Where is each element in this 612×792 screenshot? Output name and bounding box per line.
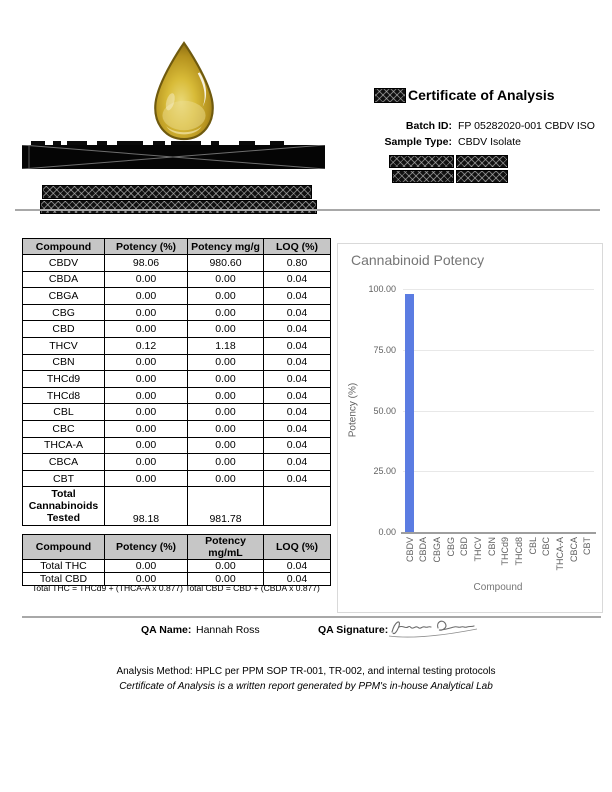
table-row (23, 321, 331, 338)
table-cell: 0.04 (264, 437, 331, 454)
totals-table-body (23, 560, 331, 586)
chart-x-axis-line (401, 532, 596, 534)
oil-drop-logo (146, 40, 222, 142)
table-cell: 0.00 (188, 404, 264, 421)
table-cell: 980.60 (188, 255, 264, 272)
table-cell: 0.00 (105, 271, 188, 288)
table-cell: 0.00 (188, 437, 264, 454)
potency-table-header (23, 239, 331, 255)
qa-signature-label: QA Signature: (318, 624, 389, 636)
table-cell (264, 487, 331, 526)
table-cell: 0.00 (188, 271, 264, 288)
chart-x-tick-label: THCd8 (513, 537, 524, 566)
table-cell: THCV (23, 337, 105, 354)
qa-signature (384, 613, 484, 643)
chart-x-axis-title: Compound (473, 582, 523, 593)
table-cell: 0.00 (105, 288, 188, 305)
column-header: Potency (%) (105, 535, 188, 560)
table-row (23, 437, 331, 454)
chart-y-tick-label: 75.00 (373, 344, 396, 355)
table-cell: CBDV (23, 255, 105, 272)
table-cell: 0.00 (105, 437, 188, 454)
table-cell: 0.00 (105, 404, 188, 421)
header-divider (15, 209, 600, 211)
table-cell: 0.00 (188, 387, 264, 404)
table-cell: 0.04 (264, 573, 331, 586)
table-cell: CBN (23, 354, 105, 371)
redacted-meta-box (389, 155, 454, 168)
totals-footnote: Total THC = THCd9 + (THCA-A x 0.877) Total CBD = CBD + (CBDA x 0.877) (32, 583, 320, 593)
table-cell: 0.00 (188, 304, 264, 321)
table-cell: 0.00 (105, 354, 188, 371)
table-header-row (23, 239, 331, 255)
chart-x-tick-label: CBG (445, 537, 456, 557)
redaction-bar-address-2 (40, 200, 317, 214)
table-cell: 98.06 (105, 255, 188, 272)
table-row (23, 560, 331, 573)
table-cell: CBT (23, 470, 105, 487)
chart-x-tick-label: CBDA (418, 537, 429, 563)
table-row (23, 337, 331, 354)
totals-table (22, 534, 331, 586)
chart-x-tick-label: CBT (582, 537, 593, 555)
chart-x-tick-label: CBCA (568, 537, 579, 563)
chart-x-tick-label: CBGA (432, 537, 443, 563)
table-header-row (23, 535, 331, 560)
chart-y-tick-label: 50.00 (373, 405, 396, 416)
qa-name-value: Hannah Ross (196, 624, 260, 636)
table-row (23, 387, 331, 404)
table-cell: 0.00 (105, 371, 188, 388)
table-cell: 0.04 (264, 337, 331, 354)
table-cell: 98.18 (105, 487, 188, 526)
table-cell: 0.04 (264, 304, 331, 321)
chart-gridline (403, 411, 594, 412)
table-row (23, 371, 331, 388)
table-row (23, 304, 331, 321)
table-row (23, 255, 331, 272)
redacted-meta-box (392, 170, 454, 183)
redacted-meta-box (456, 170, 508, 183)
table-cell: 0.12 (105, 337, 188, 354)
table-cell: 0.04 (264, 271, 331, 288)
chart-x-tick-label: THCd9 (500, 537, 511, 566)
redacted-meta-box (456, 155, 508, 168)
batch-id-value: FP 05282020-001 CBDV ISO (458, 120, 595, 132)
table-row (23, 454, 331, 471)
table-cell: 0.00 (188, 371, 264, 388)
chart-gridline (403, 471, 594, 472)
chart-title: Cannabinoid Potency (351, 252, 485, 268)
table-cell: 0.00 (188, 560, 264, 573)
chart-gridline (403, 289, 594, 290)
table-cell: 0.00 (188, 420, 264, 437)
table-cell: 0.00 (105, 304, 188, 321)
redaction-bar-company-name (22, 145, 325, 169)
coa-disclaimer-line: Certificate of Analysis is a written report generated by PPM's in-house Analytical Lab (119, 681, 493, 692)
table-cell: CBGA (23, 288, 105, 305)
chart-y-tick-label: 25.00 (373, 466, 396, 477)
column-header: Potency (%) (105, 239, 188, 255)
chart-x-tick-label: CBDV (404, 537, 415, 563)
chart-bar (405, 294, 414, 532)
table-cell: 0.00 (105, 560, 188, 573)
table-cell: Total CBD (23, 573, 105, 586)
table-cell: 0.04 (264, 404, 331, 421)
page-title: Certificate of Analysis (408, 87, 555, 103)
sample-type-label: Sample Type: (384, 136, 452, 148)
table-row (23, 420, 331, 437)
table-cell: Total THC (23, 560, 105, 573)
chart-x-tick-label: CBN (486, 537, 497, 557)
content-divider (22, 616, 601, 618)
table-cell: THCd9 (23, 371, 105, 388)
table-row (23, 354, 331, 371)
table-cell: 0.04 (264, 454, 331, 471)
table-cell: 0.00 (105, 470, 188, 487)
total-row-label: Total Cannabinoids Tested (23, 487, 105, 526)
table-cell: 0.00 (188, 573, 264, 586)
column-header: LOQ (%) (264, 535, 331, 560)
table-cell: 0.00 (188, 470, 264, 487)
redacted-logo-mark (374, 88, 406, 103)
column-header: Compound (23, 535, 105, 560)
table-row (23, 404, 331, 421)
table-cell: 981.78 (188, 487, 264, 526)
table-cell: CBC (23, 420, 105, 437)
table-row (23, 470, 331, 487)
potency-table (22, 238, 331, 526)
table-cell: THCA-A (23, 437, 105, 454)
table-cell: CBG (23, 304, 105, 321)
chart-x-tick-label: CBC (541, 537, 552, 557)
totals-table-header (23, 535, 331, 560)
table-cell: 0.04 (264, 354, 331, 371)
cannabinoid-potency-chart (337, 243, 603, 613)
table-cell: 0.00 (188, 354, 264, 371)
table-cell: 0.00 (188, 288, 264, 305)
batch-id-label: Batch ID: (405, 120, 452, 132)
chart-x-tick-label: CBL (527, 537, 538, 555)
column-header: Potency mg/mL (188, 535, 264, 560)
table-cell: 0.00 (105, 420, 188, 437)
table-cell: CBD (23, 321, 105, 338)
table-cell: CBL (23, 404, 105, 421)
table-row (23, 288, 331, 305)
table-cell: 0.04 (264, 560, 331, 573)
table-cell: 0.00 (188, 454, 264, 471)
table-row (23, 271, 331, 288)
potency-table-body (23, 255, 331, 526)
chart-x-tick-label: THCV (473, 537, 484, 562)
table-cell: 0.00 (105, 387, 188, 404)
chart-y-tick-label: 100.00 (368, 284, 396, 294)
table-cell: 0.00 (188, 321, 264, 338)
table-cell: 0.00 (105, 454, 188, 471)
table-total-row (23, 487, 331, 526)
chart-y-axis-title: Potency (%) (347, 382, 359, 438)
table-cell: 0.04 (264, 321, 331, 338)
chart-y-tick-label: 0.00 (378, 527, 396, 537)
chart-gridline (403, 350, 594, 351)
column-header: Compound (23, 239, 105, 255)
table-cell: 0.04 (264, 288, 331, 305)
chart-x-tick-label: CBD (459, 537, 470, 557)
redaction-bar-address-1 (42, 185, 312, 199)
table-cell: 0.04 (264, 387, 331, 404)
column-header: Potency mg/g (188, 239, 264, 255)
table-cell: 0.04 (264, 470, 331, 487)
table-cell: CBCA (23, 454, 105, 471)
table-cell: 1.18 (188, 337, 264, 354)
table-cell: THCd8 (23, 387, 105, 404)
table-cell: 0.04 (264, 371, 331, 388)
analysis-method-line: Analysis Method: HPLC per PPM SOP TR-001, TR-002, and internal testing protocols (116, 666, 496, 677)
table-cell: 0.00 (105, 321, 188, 338)
table-cell: 0.80 (264, 255, 331, 272)
sample-type-value: CBDV Isolate (458, 136, 522, 148)
table-cell: 0.04 (264, 420, 331, 437)
table-cell: 0.00 (105, 573, 188, 586)
qa-name-label: QA Name: (141, 624, 192, 636)
table-cell: CBDA (23, 271, 105, 288)
column-header: LOQ (%) (264, 239, 331, 255)
chart-x-tick-label: THCA-A (554, 537, 565, 571)
